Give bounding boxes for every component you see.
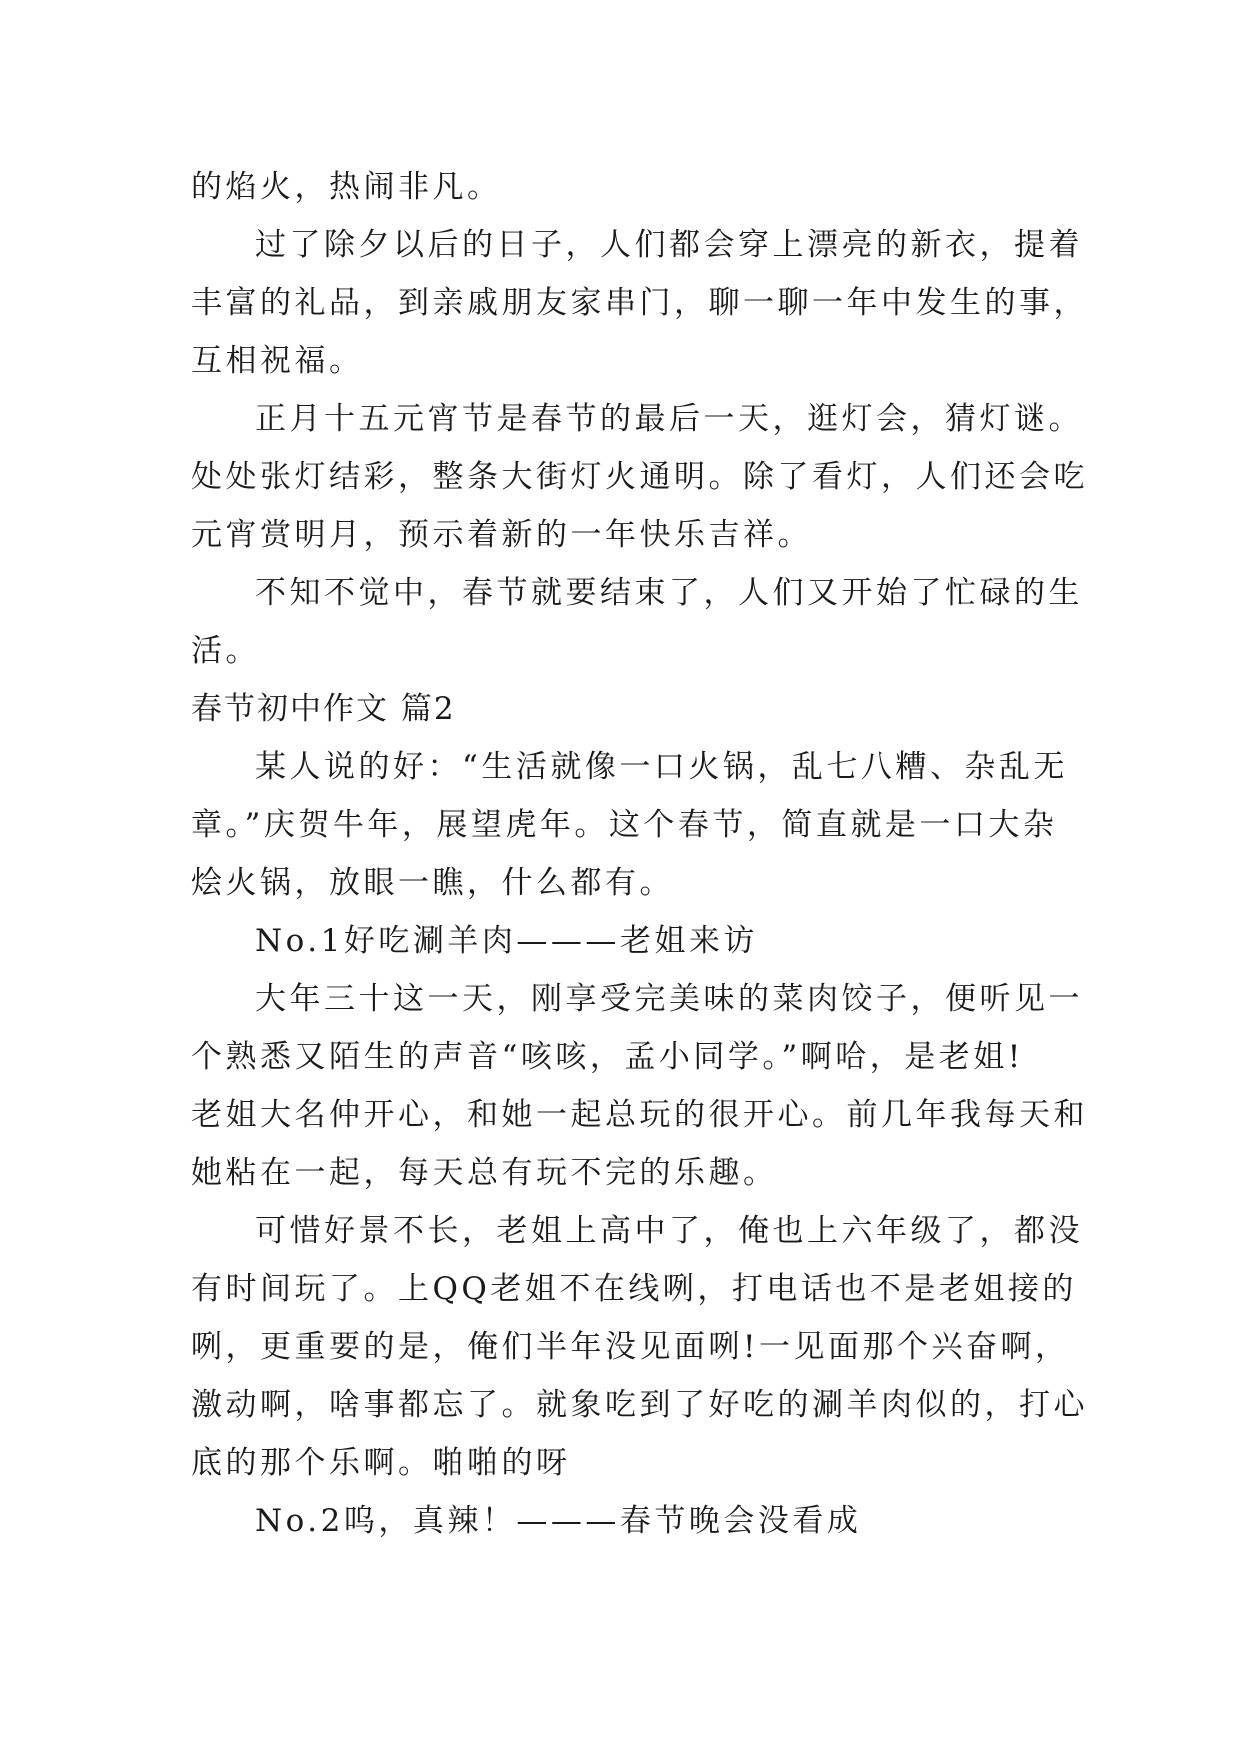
text-line: 烩火锅，放眼一瞧，什么都有。 xyxy=(191,865,674,901)
paragraph-first-line: 过了除夕以后的日子，人们都会穿上漂亮的新衣，提着 xyxy=(255,227,1083,263)
section-heading: 春节初中作文 篇2 xyxy=(191,691,456,727)
paragraph-first-line: 某人说的好：“生活就像一口火锅，乱七八糟、杂乱无 xyxy=(255,749,1068,785)
paragraph-first-line: 正月十五元宵节是春节的最后一天，逛灯会，猜灯谜。 xyxy=(255,401,1083,437)
text-line: 丰富的礼品，到亲戚朋友家串门，聊一聊一年中发生的事， xyxy=(191,285,1088,321)
text-line: 互相祝福。 xyxy=(191,343,364,379)
paragraph-first-line: 不知不觉中，春节就要结束了，人们又开始了忙碌的生 xyxy=(255,575,1083,611)
text-line: 她粘在一起，每天总有玩不完的乐趣。 xyxy=(191,1155,778,1191)
text-line: 元宵赏明月，预示着新的一年快乐吉祥。 xyxy=(191,517,812,553)
text-line: 章。”庆贺牛年，展望虎年。这个春节，简直就是一口大杂 xyxy=(191,807,1058,843)
text-line: 底的那个乐啊。啪啪的呀 xyxy=(191,1445,571,1481)
text-line: 有时间玩了。上QQ老姐不在线咧，打电话也不是老姐接的 xyxy=(191,1271,1077,1307)
subheading-line: No.2呜，真辣！———春节晚会没看成 xyxy=(255,1503,862,1539)
paragraph-first-line: 大年三十这一天，刚享受完美味的菜肉饺子，便听见一 xyxy=(255,981,1083,1017)
paragraph-first-line: 可惜好景不长，老姐上高中了，俺也上六年级了，都没 xyxy=(255,1213,1083,1249)
text-line: 处处张灯结彩，整条大街灯火通明。除了看灯，人们还会吃 xyxy=(191,459,1088,495)
text-line: 激动啊，啥事都忘了。就象吃到了好吃的涮羊肉似的，打心 xyxy=(191,1387,1088,1423)
text-line: 个熟悉又陌生的声音“咳咳，孟小同学。”啊哈，是老姐! xyxy=(191,1039,1024,1075)
text-line: 活。 xyxy=(191,633,260,669)
document-page xyxy=(191,158,1088,1550)
text-line: 咧，更重要的是，俺们半年没见面咧!一见面那个兴奋啊， xyxy=(191,1329,1070,1365)
text-line: 老姐大名仲开心，和她一起总玩的很开心。前几年我每天和 xyxy=(191,1097,1088,1133)
subheading-line: No.1好吃涮羊肉———老姐来访 xyxy=(255,923,758,959)
text-line: 的焰火，热闹非凡。 xyxy=(191,169,502,205)
